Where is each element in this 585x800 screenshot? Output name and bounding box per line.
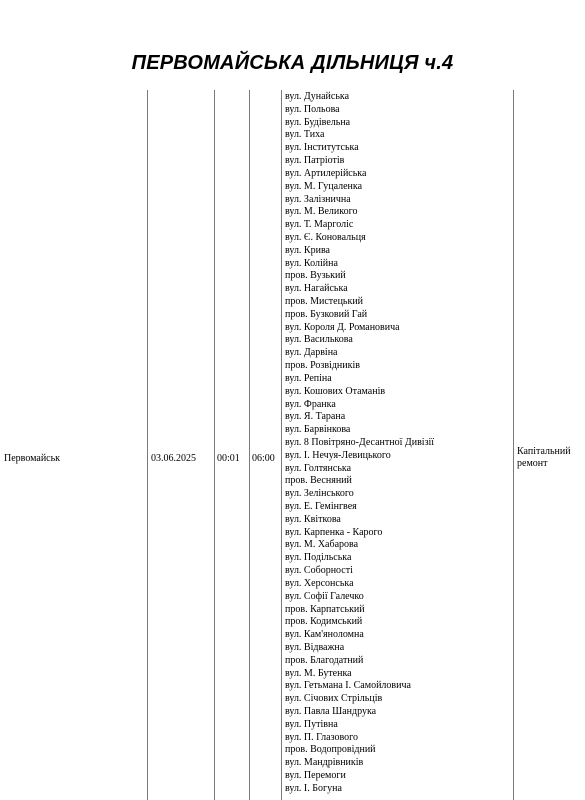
street-item: вул. І. Нечуя-Левицького	[285, 449, 391, 461]
street-item: пров. Весняний	[285, 475, 352, 487]
street-item: вул. М. Гуцаленка	[285, 180, 363, 192]
street-item: вул. Кам'яноломна	[285, 629, 364, 641]
street-item: вул. Е. Гемінгвея	[285, 501, 357, 512]
street-list	[285, 91, 434, 796]
street-item: пров. Карпатський	[285, 603, 365, 615]
street-item: вул. Залізнична	[285, 193, 351, 205]
street-item: вул. Франка	[285, 398, 336, 410]
street-item: пров. Благодатний	[285, 654, 364, 666]
table-divider	[281, 90, 282, 800]
street-item: вул. Мандрівників	[285, 757, 364, 769]
street-item: вул. Зелінського	[285, 488, 354, 500]
reason-cell: Капітальний ремонт	[517, 446, 571, 469]
street-item: пров. Водопровідний	[285, 744, 376, 756]
street-item: вул. Перемоги	[285, 770, 346, 782]
street-item: вул. Т. Марголіс	[285, 219, 354, 231]
street-item: вул. Гетьмана І. Самойловича	[285, 680, 411, 692]
street-item: вул. Крива	[285, 244, 330, 256]
date-cell: 03.06.2025	[151, 453, 196, 464]
table-divider	[249, 90, 250, 800]
street-item: вул. Нагайська	[285, 283, 348, 295]
street-item: вул. Подільська	[285, 552, 352, 564]
street-item: пров. Бузковий Гай	[285, 308, 368, 320]
street-item: вул. Польова	[285, 103, 340, 115]
street-item: вул. І. Богуна	[285, 782, 342, 794]
street-item: пров. Мистецький	[285, 296, 364, 307]
street-item: вул. 8 Повітряно-Десантної Дивізії	[285, 436, 435, 448]
street-item: вул. Короля Д. Романовича	[285, 321, 400, 333]
table-divider	[214, 90, 215, 800]
table-divider	[147, 90, 148, 800]
street-item: вул. Василькова	[285, 334, 353, 346]
settlement-cell: Первомайськ	[4, 453, 61, 464]
street-item: вул. Є. Коновальця	[285, 231, 366, 243]
start-time-cell: 00:01	[217, 453, 240, 464]
page-title: ПЕРВОМАЙСЬКА ДІЛЬНИЦЯ ч.4	[131, 52, 454, 74]
street-item: вул. М. Великого	[285, 206, 358, 218]
street-item: вул. Репіна	[285, 372, 332, 384]
street-item: вул. Карпенка - Карого	[285, 526, 383, 538]
street-item: вул. Відважна	[285, 641, 345, 653]
street-item: вул. Квіткова	[285, 513, 341, 525]
street-item: вул. Тиха	[285, 129, 325, 141]
street-item: вул. Херсонська	[285, 577, 354, 589]
end-time-cell: 06:00	[252, 453, 275, 464]
street-item: вул. Січових Стрільців	[285, 693, 383, 705]
street-item: вул. Путівна	[285, 718, 338, 730]
street-item: вул. Патріотів	[285, 155, 345, 167]
street-item: вул. Софії Галечко	[285, 590, 364, 602]
street-item: вул. Павла Шандрука	[285, 706, 377, 717]
street-item: пров. Розвідників	[285, 360, 360, 372]
street-item: вул. М. Хабарова	[285, 539, 359, 551]
street-item: вул. Артилерійська	[285, 167, 367, 179]
street-item: вул. Інститутська	[285, 142, 359, 154]
street-item: вул. Я. Тарана	[285, 411, 346, 423]
street-item: вул. Барвінкова	[285, 424, 351, 436]
street-item: вул. Кошових Отаманів	[285, 385, 386, 397]
street-item: пров. Кодимський	[285, 616, 363, 628]
street-item: вул. Дарвіна	[285, 347, 338, 359]
table-divider	[513, 90, 514, 800]
street-item: вул. Колійна	[285, 257, 338, 269]
street-item: вул. П. Глазового	[285, 731, 359, 743]
street-item: вул. Голтянська	[285, 462, 352, 474]
street-item: вул. Соборності	[285, 565, 353, 577]
street-item: вул. Будівельна	[285, 116, 351, 128]
street-item: вул. М. Бутенка	[285, 667, 352, 679]
street-item: пров. Вузький	[285, 270, 346, 282]
street-item: вул. Дунайська	[285, 91, 350, 102]
